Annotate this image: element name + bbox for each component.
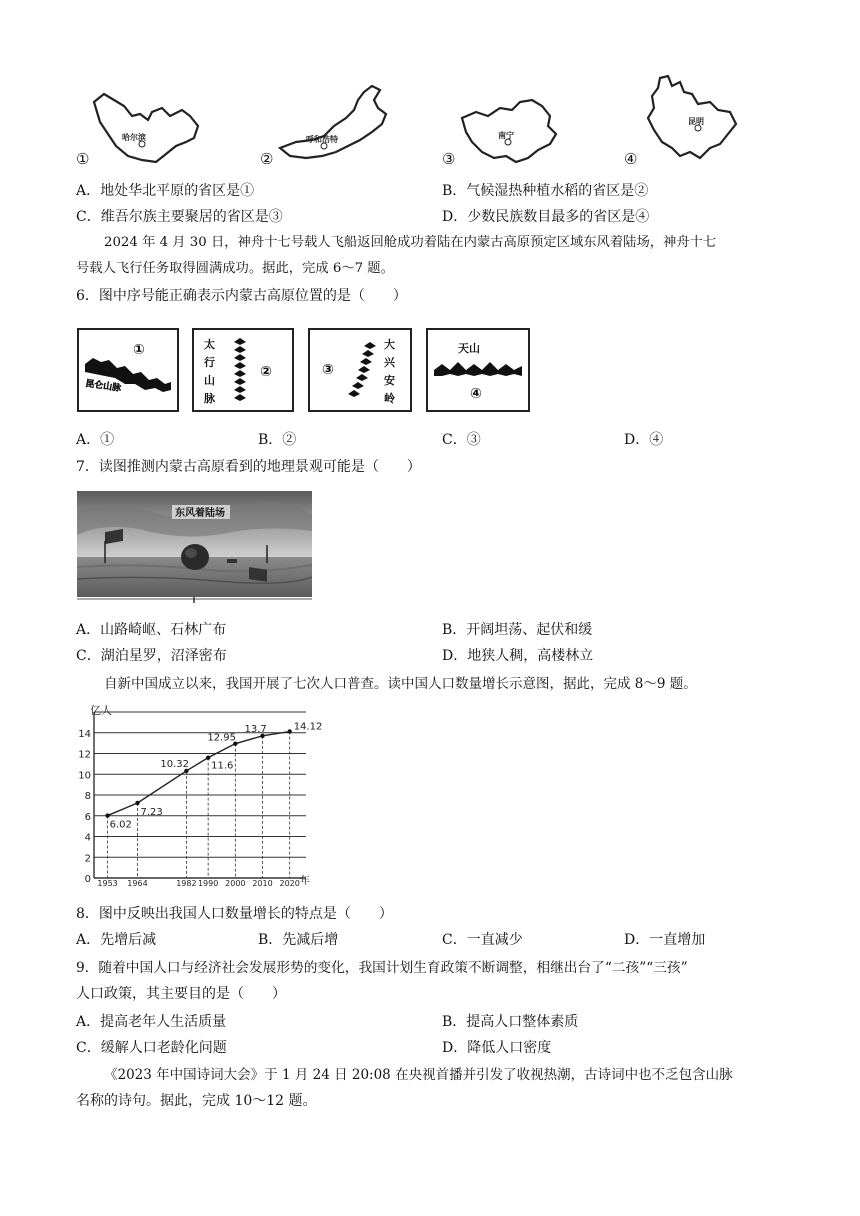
q9-stem-line-1: 9．随着中国人口与经济社会发展形势的变化，我国计划生育政策不断调整，相继出台了“二孩”“三孩” bbox=[76, 960, 688, 976]
mountain-label-3: 安 bbox=[384, 374, 395, 387]
y-tick-label: 12 bbox=[78, 749, 91, 761]
inner-mongolia-map bbox=[276, 82, 396, 168]
data-point bbox=[105, 813, 109, 817]
heilongjiang-map bbox=[90, 86, 210, 168]
q7-option-b: B．开阔坦荡、起伏和缓 bbox=[442, 622, 593, 638]
passage-3-line-1: 《2023 年中国诗词大会》于 1 月 24 日 20:08 在央视首播并引发了收视热潮，古诗词中也不乏包含山脉 bbox=[104, 1067, 733, 1083]
mountain-label-3: 山 bbox=[204, 374, 215, 387]
q7-option-c: C．湖泊星罗，沼泽密布 bbox=[76, 648, 227, 664]
x-tick-label: 2000 bbox=[225, 879, 246, 888]
data-label: 7.23 bbox=[140, 806, 163, 818]
panel-number: ④ bbox=[470, 386, 482, 402]
q8-option-a: A．先增后减 bbox=[76, 932, 157, 948]
city-label: 南宁 bbox=[498, 131, 514, 140]
mountain-label-1: 太 bbox=[204, 338, 215, 351]
q6-panel-1 bbox=[77, 328, 179, 412]
data-point bbox=[206, 755, 210, 759]
panel-number: ② bbox=[260, 364, 272, 380]
q9-option-c: C．缓解人口老龄化问题 bbox=[76, 1040, 227, 1056]
q9-stem-line-2: 人口政策，其主要目的是（ ） bbox=[76, 986, 286, 1002]
q8-stem: 8．图中反映出我国人口数量增长的特点是（ ） bbox=[76, 906, 393, 922]
city-label: 呼和浩特 bbox=[306, 135, 338, 144]
q9-option-a: A．提高老年人生活质量 bbox=[76, 1014, 227, 1030]
y-tick-label: 0 bbox=[84, 874, 91, 885]
q9-option-d: D．降低人口密度 bbox=[442, 1040, 552, 1056]
passage-1-line-2: 号载人飞行任务取得圆满成功。据此，完成 6～7 题。 bbox=[76, 261, 394, 276]
q7-option-d: D．地狭人稠，高楼林立 bbox=[442, 648, 594, 664]
mountain-label-4: 脉 bbox=[204, 392, 215, 405]
x-tick-label: 2020 bbox=[279, 879, 300, 888]
mountain-label-1: 大 bbox=[384, 338, 395, 351]
x-tick-label: 2010 bbox=[252, 879, 273, 888]
data-label: 11.6 bbox=[211, 760, 234, 772]
mountain-label-2: 行 bbox=[204, 356, 215, 369]
mountain-label: 天山 bbox=[458, 342, 480, 355]
map-number: ④ bbox=[624, 150, 638, 168]
q5-option-c: C．维吾尔族主要聚居的省区是③ bbox=[76, 209, 283, 225]
passage-3-line-2: 名称的诗句。据此，完成 10～12 题。 bbox=[76, 1093, 317, 1109]
y-tick-label: 10 bbox=[78, 770, 91, 782]
q6-option-a: A．① bbox=[76, 432, 115, 448]
dongfeng-landing-site-photo bbox=[77, 491, 312, 603]
q9-option-b: B．提高人口整体素质 bbox=[442, 1014, 579, 1030]
q6-option-c: C．③ bbox=[442, 432, 481, 448]
x-axis-label: 年 bbox=[300, 876, 310, 887]
mountain-label: 昆仑山脉 bbox=[84, 379, 122, 394]
q7-option-a: A．山路崎岖、石林广布 bbox=[76, 622, 227, 638]
map-number: ① bbox=[76, 150, 90, 168]
photo-caption: 东风着陆场 bbox=[175, 508, 225, 519]
y-tick-label: 14 bbox=[78, 728, 91, 740]
map-number: ② bbox=[260, 150, 274, 168]
x-tick-label: 1982 bbox=[176, 879, 197, 888]
province-maps-row bbox=[76, 78, 796, 174]
city-label: 哈尔滨 bbox=[122, 133, 146, 142]
data-point bbox=[287, 729, 291, 733]
data-label: 12.95 bbox=[207, 732, 236, 744]
q8-option-d: D．一直增加 bbox=[624, 932, 706, 948]
x-tick-label: 1964 bbox=[127, 879, 148, 888]
x-tick-label: 1953 bbox=[97, 879, 118, 888]
panel-number: ③ bbox=[322, 362, 334, 378]
y-tick-label: 6 bbox=[84, 811, 91, 823]
q6-option-d: D．④ bbox=[624, 432, 664, 448]
q6-panel-4 bbox=[426, 328, 530, 412]
q6-panel-3 bbox=[308, 328, 412, 412]
passage-2-line-1: 自新中国成立以来，我国开展了七次人口普查。读中国人口数量增长示意图，据此，完成 8～9 题。 bbox=[104, 676, 697, 692]
x-tick-label: 1990 bbox=[197, 879, 219, 888]
data-point bbox=[135, 801, 139, 805]
data-label: 14.12 bbox=[293, 721, 323, 733]
data-label: 10.32 bbox=[160, 758, 190, 770]
panel-number: ① bbox=[133, 342, 145, 358]
q5-option-b: B．气候湿热种植水稻的省区是② bbox=[442, 183, 649, 199]
yunnan-map bbox=[640, 72, 750, 168]
map-number: ③ bbox=[442, 150, 456, 168]
q8-option-c: C．一直减少 bbox=[442, 932, 523, 948]
q6-stem: 6．图中序号能正确表示内蒙古高原位置的是（ ） bbox=[76, 288, 407, 304]
q8-option-b: B．先减后增 bbox=[258, 932, 339, 948]
q6-panel-2 bbox=[192, 328, 294, 412]
city-label: 昆明 bbox=[688, 117, 704, 126]
q6-option-b: B．② bbox=[258, 432, 297, 448]
data-label: 13.7 bbox=[244, 723, 267, 735]
passage-1-line-1: 2024 年 4 月 30 日，神舟十七号载人飞船返回舱成功着陆在内蒙古高原预定区域东风着陆场，神舟十七 bbox=[104, 235, 717, 250]
q5-option-d: D．少数民族数目最多的省区是④ bbox=[442, 209, 650, 225]
q7-stem: 7．读图推测内蒙古高原看到的地理景观可能是（ ） bbox=[76, 459, 421, 475]
data-label: 6.02 bbox=[109, 819, 132, 831]
y-axis-label: 亿人 bbox=[90, 704, 112, 717]
y-tick-label: 8 bbox=[84, 791, 91, 802]
y-tick-label: 4 bbox=[84, 832, 91, 844]
population-growth-chart bbox=[74, 700, 326, 890]
guangxi-map bbox=[458, 92, 568, 168]
y-tick-label: 2 bbox=[84, 853, 91, 865]
mountain-label-4: 岭 bbox=[384, 392, 395, 405]
mountain-label-2: 兴 bbox=[384, 356, 395, 369]
q5-option-a: A．地处华北平原的省区是① bbox=[76, 183, 255, 199]
